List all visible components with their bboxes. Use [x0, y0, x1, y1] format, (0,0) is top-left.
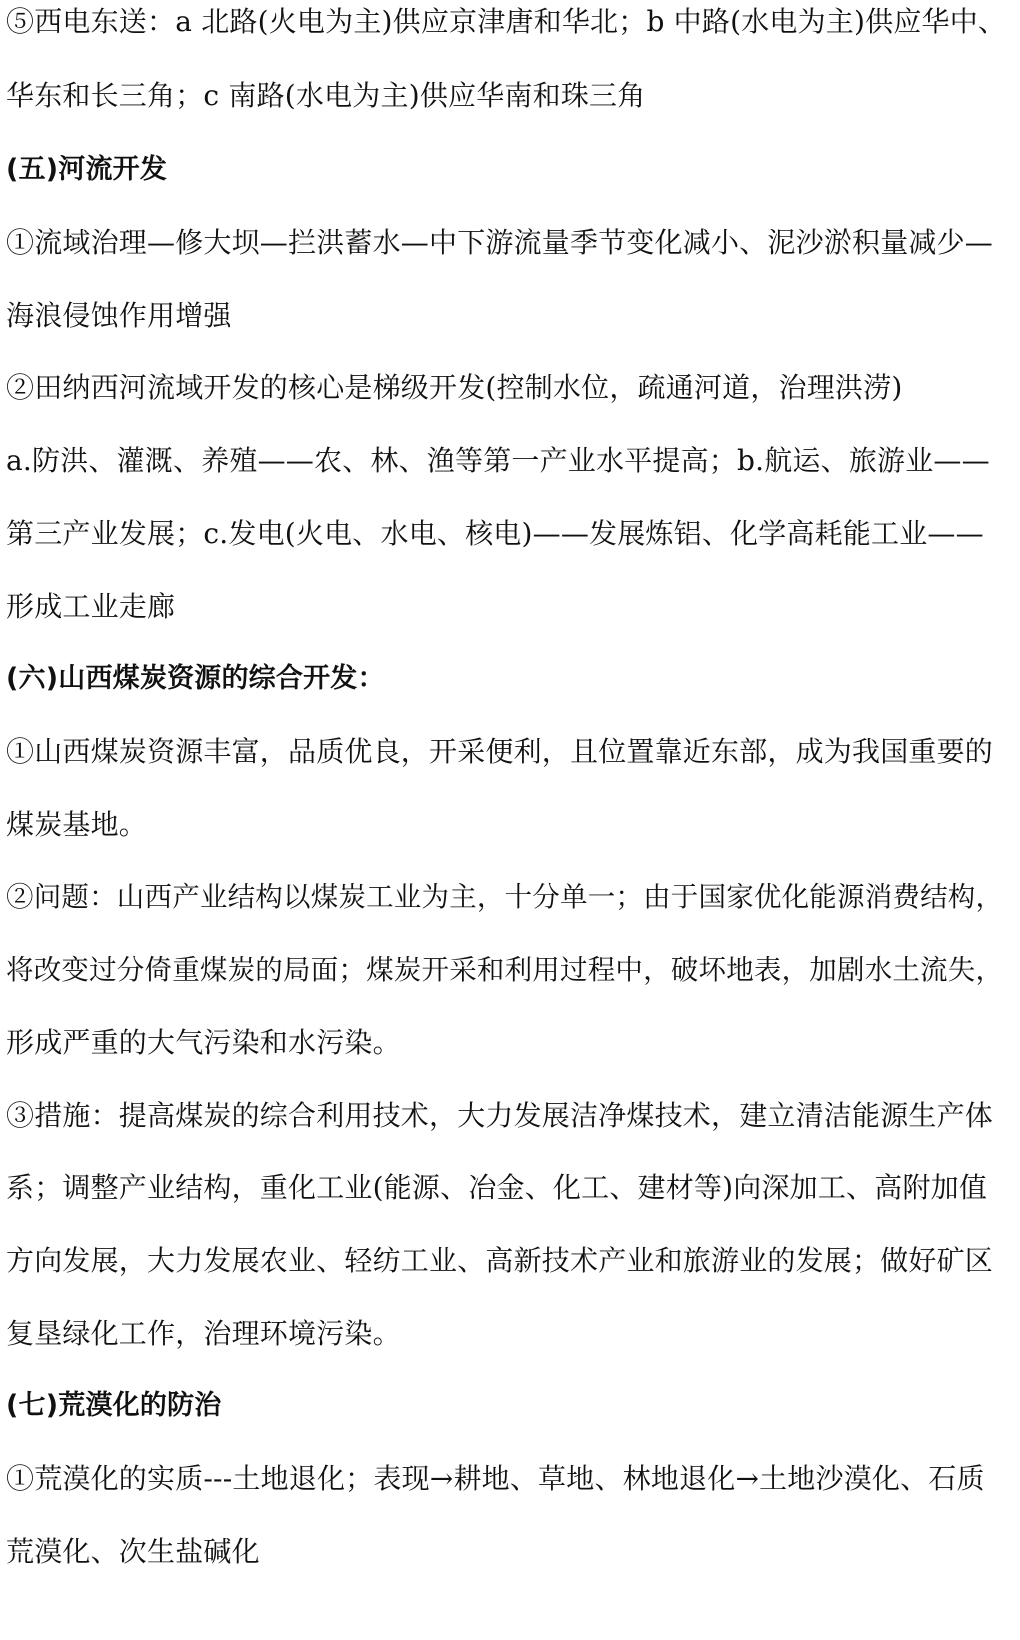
- text-line: 煤炭基地。: [6, 808, 148, 841]
- text-line: ②田纳西河流域开发的核心是梯级开发(控制水位，疏通河道，治理洪涝): [6, 371, 903, 404]
- text-line: 华东和长三角；c 南路(水电为主)供应华南和珠三角: [6, 79, 646, 112]
- text-line: ①流域治理—修大坝—拦洪蓄水—中下游流量季节变化减小、泥沙淤积量减少—: [6, 226, 994, 259]
- section-heading: (七)荒漠化的防治: [6, 1390, 222, 1421]
- section-heading: (六)山西煤炭资源的综合开发：: [6, 663, 385, 694]
- text-line: 荒漠化、次生盐碱化: [6, 1535, 260, 1568]
- text-line: ②问题：山西产业结构以煤炭工业为主，十分单一；由于国家优化能源消费结构，: [6, 881, 1004, 913]
- text-line: a.防洪、灌溉、养殖——农、林、渔等第一产业水平提高；b.航运、旅游业——: [6, 444, 990, 477]
- text-line: 形成工业走廊: [6, 590, 176, 623]
- text-line: 复垦绿化工作，治理环境污染。: [6, 1317, 401, 1350]
- text-line: 形成严重的大气污染和水污染。: [6, 1026, 401, 1059]
- text-line: 第三产业发展；c.发电(火电、水电、核电)——发展炼铝、化学高耗能工业——: [6, 517, 984, 550]
- text-line: ①荒漠化的实质---土地退化；表现→耕地、草地、林地退化→土地沙漠化、石质: [6, 1462, 985, 1495]
- text-line: ①山西煤炭资源丰富，品质优良，开采便利，且位置靠近东部，成为我国重要的: [6, 735, 994, 768]
- text-line: 海浪侵蚀作用增强: [6, 299, 232, 332]
- text-line: 系；调整产业结构，重化工业(能源、冶金、化工、建材等)向深加工、高附加值: [6, 1171, 988, 1204]
- section-heading: (五)河流开发: [6, 154, 168, 185]
- text-line: ③措施：提高煤炭的综合利用技术，大力发展洁净煤技术，建立清洁能源生产体: [6, 1099, 994, 1132]
- text-line: 将改变过分倚重煤炭的局面；煤炭开采和利用过程中，破坏地表，加剧水土流失，: [6, 954, 1004, 986]
- text-line: ⑤西电东送：a 北路(火电为主)供应京津唐和华北；b 中路(水电为主)供应华中、: [6, 5, 1007, 38]
- text-line: 方向发展，大力发展农业、轻纺工业、高新技术产业和旅游业的发展；做好矿区: [6, 1244, 994, 1277]
